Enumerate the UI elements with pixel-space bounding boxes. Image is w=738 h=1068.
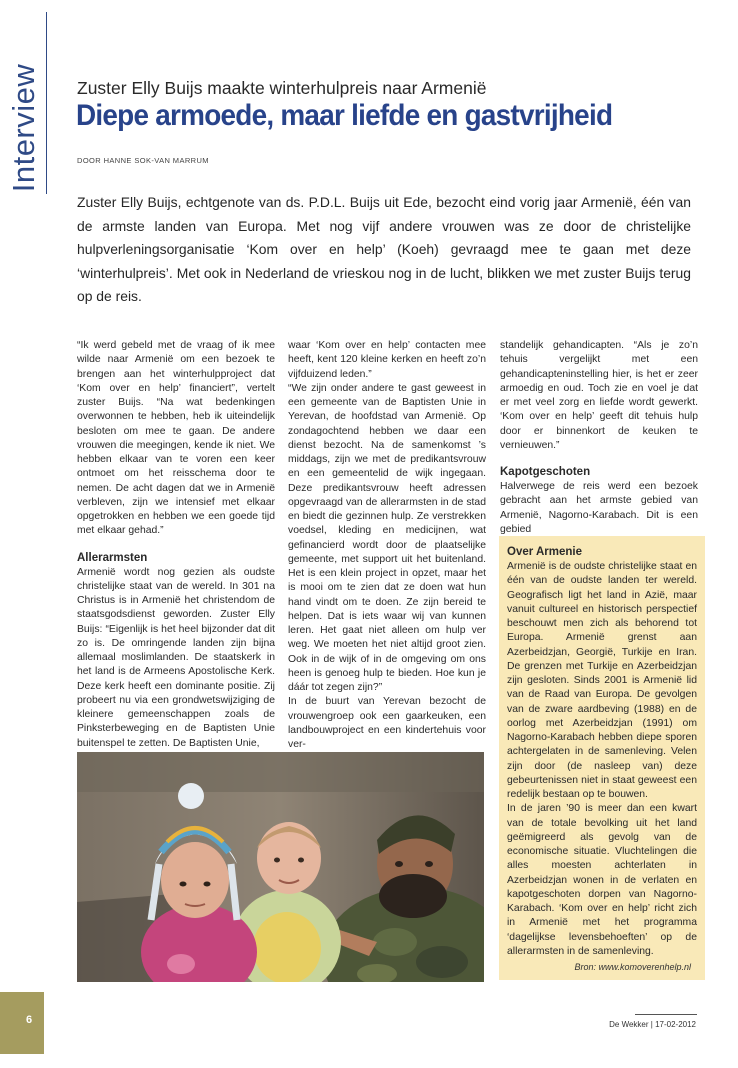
paragraph: “We zijn onder andere te gast geweest in een gemeente van de Baptisten Unie in Yerevan, de hoofdstad van Armenië. Op zondagochtend hebben we daar een dienst bezocht. Na de samenkomst ’s middags, zijn we met de predikantsvrouw en een gemeentelid de wijk ingegaan. Deze predikantsvrouw heeft adressen opgevraagd van de allerarmsten in de stad en biedt die gezinnen hulp. Ze verstrekken voedsel, kleding en medicijnen, wat gefinancierd wordt door de plaatselijke gemeente, met support uit het buitenland. Het is een klein project in opzet, maar het is mooi om te zien dat ze doen wat hun hand vindt om te doen. Ze zijn bereid te helpen. Dat is iets waar wij van kunnen leren. Het gaat niet alleen om hulp ver weg. We moeten het niet altijd groot zien. Ook in de wijk of in de omgeving om ons heen is genoeg hulp te bieden. Hoe kun je dáár tot zegen zijn?” [288,382,486,693]
paragraph: “Ik werd gebeld met de vraag of ik mee wilde naar Armenië om een bezoek te brengen aan het winterhulpproject dat ‘Kom over en help’ financiert”, vertelt zuster Buijs. “Na wat bedenkingen overwonnen te hebben, heb ik uiteindelijk besloten om mee te gaan. De andere vrouwen die meegingen, kende ik niet. We hebben elkaar van te voren een keer ontmoet om het reisschema door te nemen. De acht dagen dat we in Armenië verbleven, zijn we intensief met elkaar opgetrokken en hebben we een goede tijd met elkaar gehad.” [77,340,275,537]
info-box-over-armenie [499,536,705,980]
info-box-paragraph: In de jaren ’90 is meer dan een kwart van de totale bevolking uit het land geëmigreerd als gevolg van de economische situatie. Vluchtelingen die alles moesten achterlaten in Azerbeidzjan wonen in de verlaten en kapotgeschoten dorpen van Nagorno-Karabach. ‘Kom over en help’ richt zich in Armenië met het programma ‘dagelijkse levensbehoeften’ op de allerarmsten in de samenleving. [507,803,697,957]
subheading-kapotgeschoten: Kapotgeschoten [500,466,591,478]
page-number-tab: 6 [0,992,44,1054]
paragraph: standelijk gehandicapten. “Als je zo’n tehuis vergelijkt met een gehandicapteninstelling hier, is het er zeer armoedig en oud. Toch zie en voel je dat er met veel zorg en liefde wordt gewerkt. ‘Kom over en help’ geeft dit tehuis hulp door er binnenkort de keuken te vernieuwen.” [500,340,698,451]
footer-publication-date: De Wekker | 17-02-2012 [609,1020,696,1029]
text-column-1 [77,339,275,751]
info-box-source: Bron: www.komoverenhelp.nl [574,962,691,972]
article-intro: Zuster Elly Buijs, echtgenote van ds. P.D.L. Buijs uit Ede, bezocht eind vorig jaar Armenië, één van de armste landen van Europa. Met nog vijf andere vrouwen was ze door de christelijke hulpverleningsorganisatie ‘Kom over en help’ (Koeh) gevraagd mee te gaan met deze ‘winterhulpreis’. Met ook in Nederland de vrieskou nog in de lucht, blikken we met zuster Buijs terug op de reis. [77,194,691,305]
info-box-paragraph: Armenië is de oudste christelijke staat en één van de oudste landen ter wereld. Geografisch ligt het land in Azië, maar vanuit cultureel en historisch perspectief beschouwt men zich als behorend tot Europa. Armenië grenst aan Azerbeidzjan, Georgië, Turkije en Iran. De grenzen met Turkije en Azerbeidzjan zijn gesloten. Sinds 2001 is Armenië lid van de Raad van Europa. De gevolgen van de zware aardbeving (1988) en de oorlog met Azerbeidzjan (1991) om Nagorno-Karabach hebben diepe sporen achtergelaten in de samenleving. Velen zijn door (de nasleep van) deze gebeurtenissen niet in staat geweest een redelijk bestaan op te bouwen. [507,561,697,800]
section-label: Interview [6,63,41,192]
paragraph: Armenië wordt nog gezien als oudste christelijke staat van de wereld. In 301 na Christus is in Armenië het christendom de staatsgodsdienst geworden. Zuster Elly Buijs: “Eigenlijk is het heel bijzonder dat dit zo is. De omringende landen zijn bijna allemaal moslimlanden. De staatskerk in het land is de Armeens Apostolische Kerk. Deze kerk heeft een dominante positie. Zij probeert nu via een grondwetswijziging de kleinere gemeenschappen zoals de Pinksterbeweging en de Baptisten Unie buitenspel te zetten. De Baptisten Unie, [77,566,275,749]
footer-divider [635,1014,697,1015]
article-kicker: Zuster Elly Buijs maakte winterhulpreis naar Armenië [77,78,487,98]
section-divider [46,12,47,194]
article-photo [77,752,484,982]
article-byline: DOOR HANNE SOK-VAN MARRUM [77,156,209,165]
info-box-title: Over Armenie [507,546,582,558]
paragraph: waar ‘Kom over en help’ contacten mee heeft, kent 120 kleine kerken en heeft zo’n vijfduizend leden.” [288,340,486,380]
article-headline: Diepe armoede, maar liefde en gastvrijheid [76,99,613,132]
subheading-allerarmsten: Allerarmsten [77,551,148,564]
paragraph: Halverwege de reis werd een bezoek gebracht aan het armste gebied van Armenië, Nagorno-Karabach. Dit is een gebied [500,481,698,535]
text-column-2 [288,339,486,752]
text-column-3 [500,339,698,537]
paragraph: In de buurt van Yerevan bezocht de vrouwengroep ook een gaarkeuken, een landbouwproject en een kindertehuis voor ver- [288,696,486,750]
